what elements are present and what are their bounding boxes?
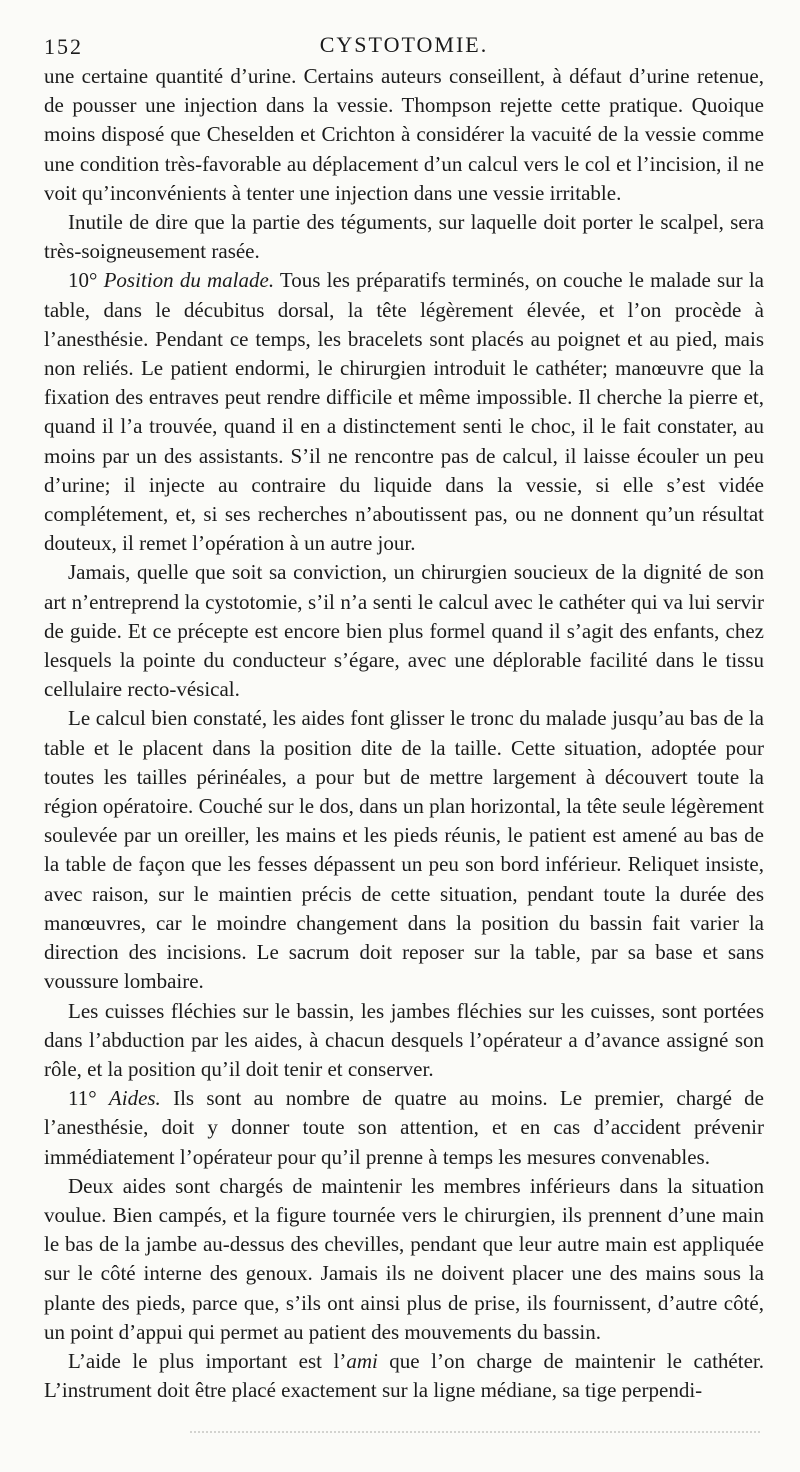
bottom-margin-dots (190, 1431, 760, 1435)
section-11-number: 11° (68, 1086, 97, 1111)
page-number: 152 (44, 34, 83, 59)
paragraph-9-italic-word: ami (346, 1348, 378, 1373)
running-head (44, 30, 764, 58)
paragraph-8 (44, 1172, 764, 1347)
paragraph-1 (44, 62, 764, 208)
section-10-heading: Position du malade. (103, 268, 275, 293)
paragraph-4-text: Jamais, quelle que soit sa conviction, un chirurgien soucieux de la dignité de son art n’entreprend la cystotomie, s’il n’a senti le calcul avec le cathéter qui va lui servir de guide. Et ce précepte est encore bien plus formel quand il s’agit des enfants, chez lesquels la pointe du conducteur s’égare, avec une déplorable facilité dans le tissu cellulaire recto-vésical. (44, 560, 764, 702)
paragraph-9-text-before: L’aide le plus important est l’ (68, 1348, 347, 1373)
paragraph-6-text: Les cuisses fléchies sur le bassin, les jambes fléchies sur les cuisses, sont portées dans l’abduction par les aides, à chacun desquels l’opérateur a d’avance assigné son rôle, et la position qu’il doit tenir et conserver. (44, 998, 764, 1081)
paragraph-9-text-after: que l’on charge de maintenir le cathéter. L’instrument doit être placé exactement sur la ligne médiane, sa tige perpendi- (44, 1348, 764, 1403)
paragraph-1-text: une certaine quantité d’urine. Certains auteurs conseillent, à défaut d’urine retenue, de pousser une injection dans la vessie. Thompson rejette cette pratique. Quoique moins disposé que Cheselden et Crichton à considérer la vacuité de la vessie comme une condition très-favorable au déplacement d’un calcul vers le col et l’incision, il ne voit qu’inconvénients à tenter une injection dans une vessie irritable. (44, 64, 764, 205)
section-11-heading: Aides. (108, 1086, 161, 1111)
page-title: CYSTOTOMIE. (319, 32, 489, 57)
paragraph-5-text: Le calcul bien constaté, les aides font glisser le tronc du malade jusqu’au bas de la table et le placent dans la position dite de la taille. Cette situation, adoptée pour toutes les tailles périnéales, a pour but de mettre largement à découvert toute la région opératoire. Couché sur le dos, dans un plan horizontal, la tête seule légèrement soulevée par un oreiller, les mains et les pieds réunis, le patient est amené au bas de la table de façon que les fesses dépassent un peu son bord inférieur. Reliquet insiste, avec raison, sur le maintien précis de cette situation, pendant toute la durée des manœuvres, car le moindre changement dans la position du bassin fait varier la direction des incisions. Le sacrum doit reposer sur la table, par sa base et sans voussure lombaire. (44, 706, 764, 994)
section-11-paragraph (44, 1084, 764, 1172)
paragraph-4 (44, 558, 764, 704)
paragraph-9 (44, 1347, 764, 1405)
section-10-text: Tous les préparatifs terminés, on couche le malade sur la table, dans le décubitus dorsal, la tête légèrement élevée, et l’on procède à l’anesthésie. Pendant ce temps, les bracelets sont placés au poignet et au pied, mais non reliés. Le patient endormi, le chirurgien introduit le cathéter; manœuvre que la fixation des entraves peut rendre difficile et même impossible. Il cherche la pierre et, quand il l’a trouvée, quand il en a distinctement senti le choc, il le fait constater, au moins par un des assistants. S’il ne rencontre pas de calcul, il laisse écouler un peu d’urine; il injecte au contraire du liquide dans la vessie, si elle s’est vidée complétement, et, si ses recherches n’aboutissent pas, ou ne donnent qu’un résultat douteux, il remet l’opération à un autre jour. (44, 268, 764, 556)
paragraph-2 (44, 208, 764, 266)
section-10-number: 10° (68, 268, 98, 293)
page-body (44, 62, 764, 1405)
paragraph-2-text: Inutile de dire que la partie des téguments, sur laquelle doit porter le scalpel, sera très-soigneusement rasée. (44, 210, 764, 264)
section-11-text: Ils sont au nombre de quatre au moins. Le premier, chargé de l’anesthésie, doit y donner toute son attention, et en cas d’accident prévenir immédiatement l’opérateur pour qu’il prenne à temps les mesures convenables. (44, 1086, 765, 1169)
paragraph-8-text: Deux aides sont chargés de maintenir les membres inférieurs dans la situation voulue. Bien campés, et la figure tournée vers le chirurgien, ils prennent d’une main le bas de la jambe au-dessus des chevilles, pendant que leur autre main est appliquée sur le côté interne des genoux. Jamais ils ne doivent placer une des mains sous la plante des pieds, parce que, s’ils ont ainsi plus de prise, ils fournissent, d’autre côté, un point d’appui qui permet au patient des mouvements du bassin. (44, 1173, 764, 1344)
paragraph-6 (44, 997, 764, 1085)
paragraph-5 (44, 704, 764, 996)
section-10-paragraph (44, 266, 764, 558)
